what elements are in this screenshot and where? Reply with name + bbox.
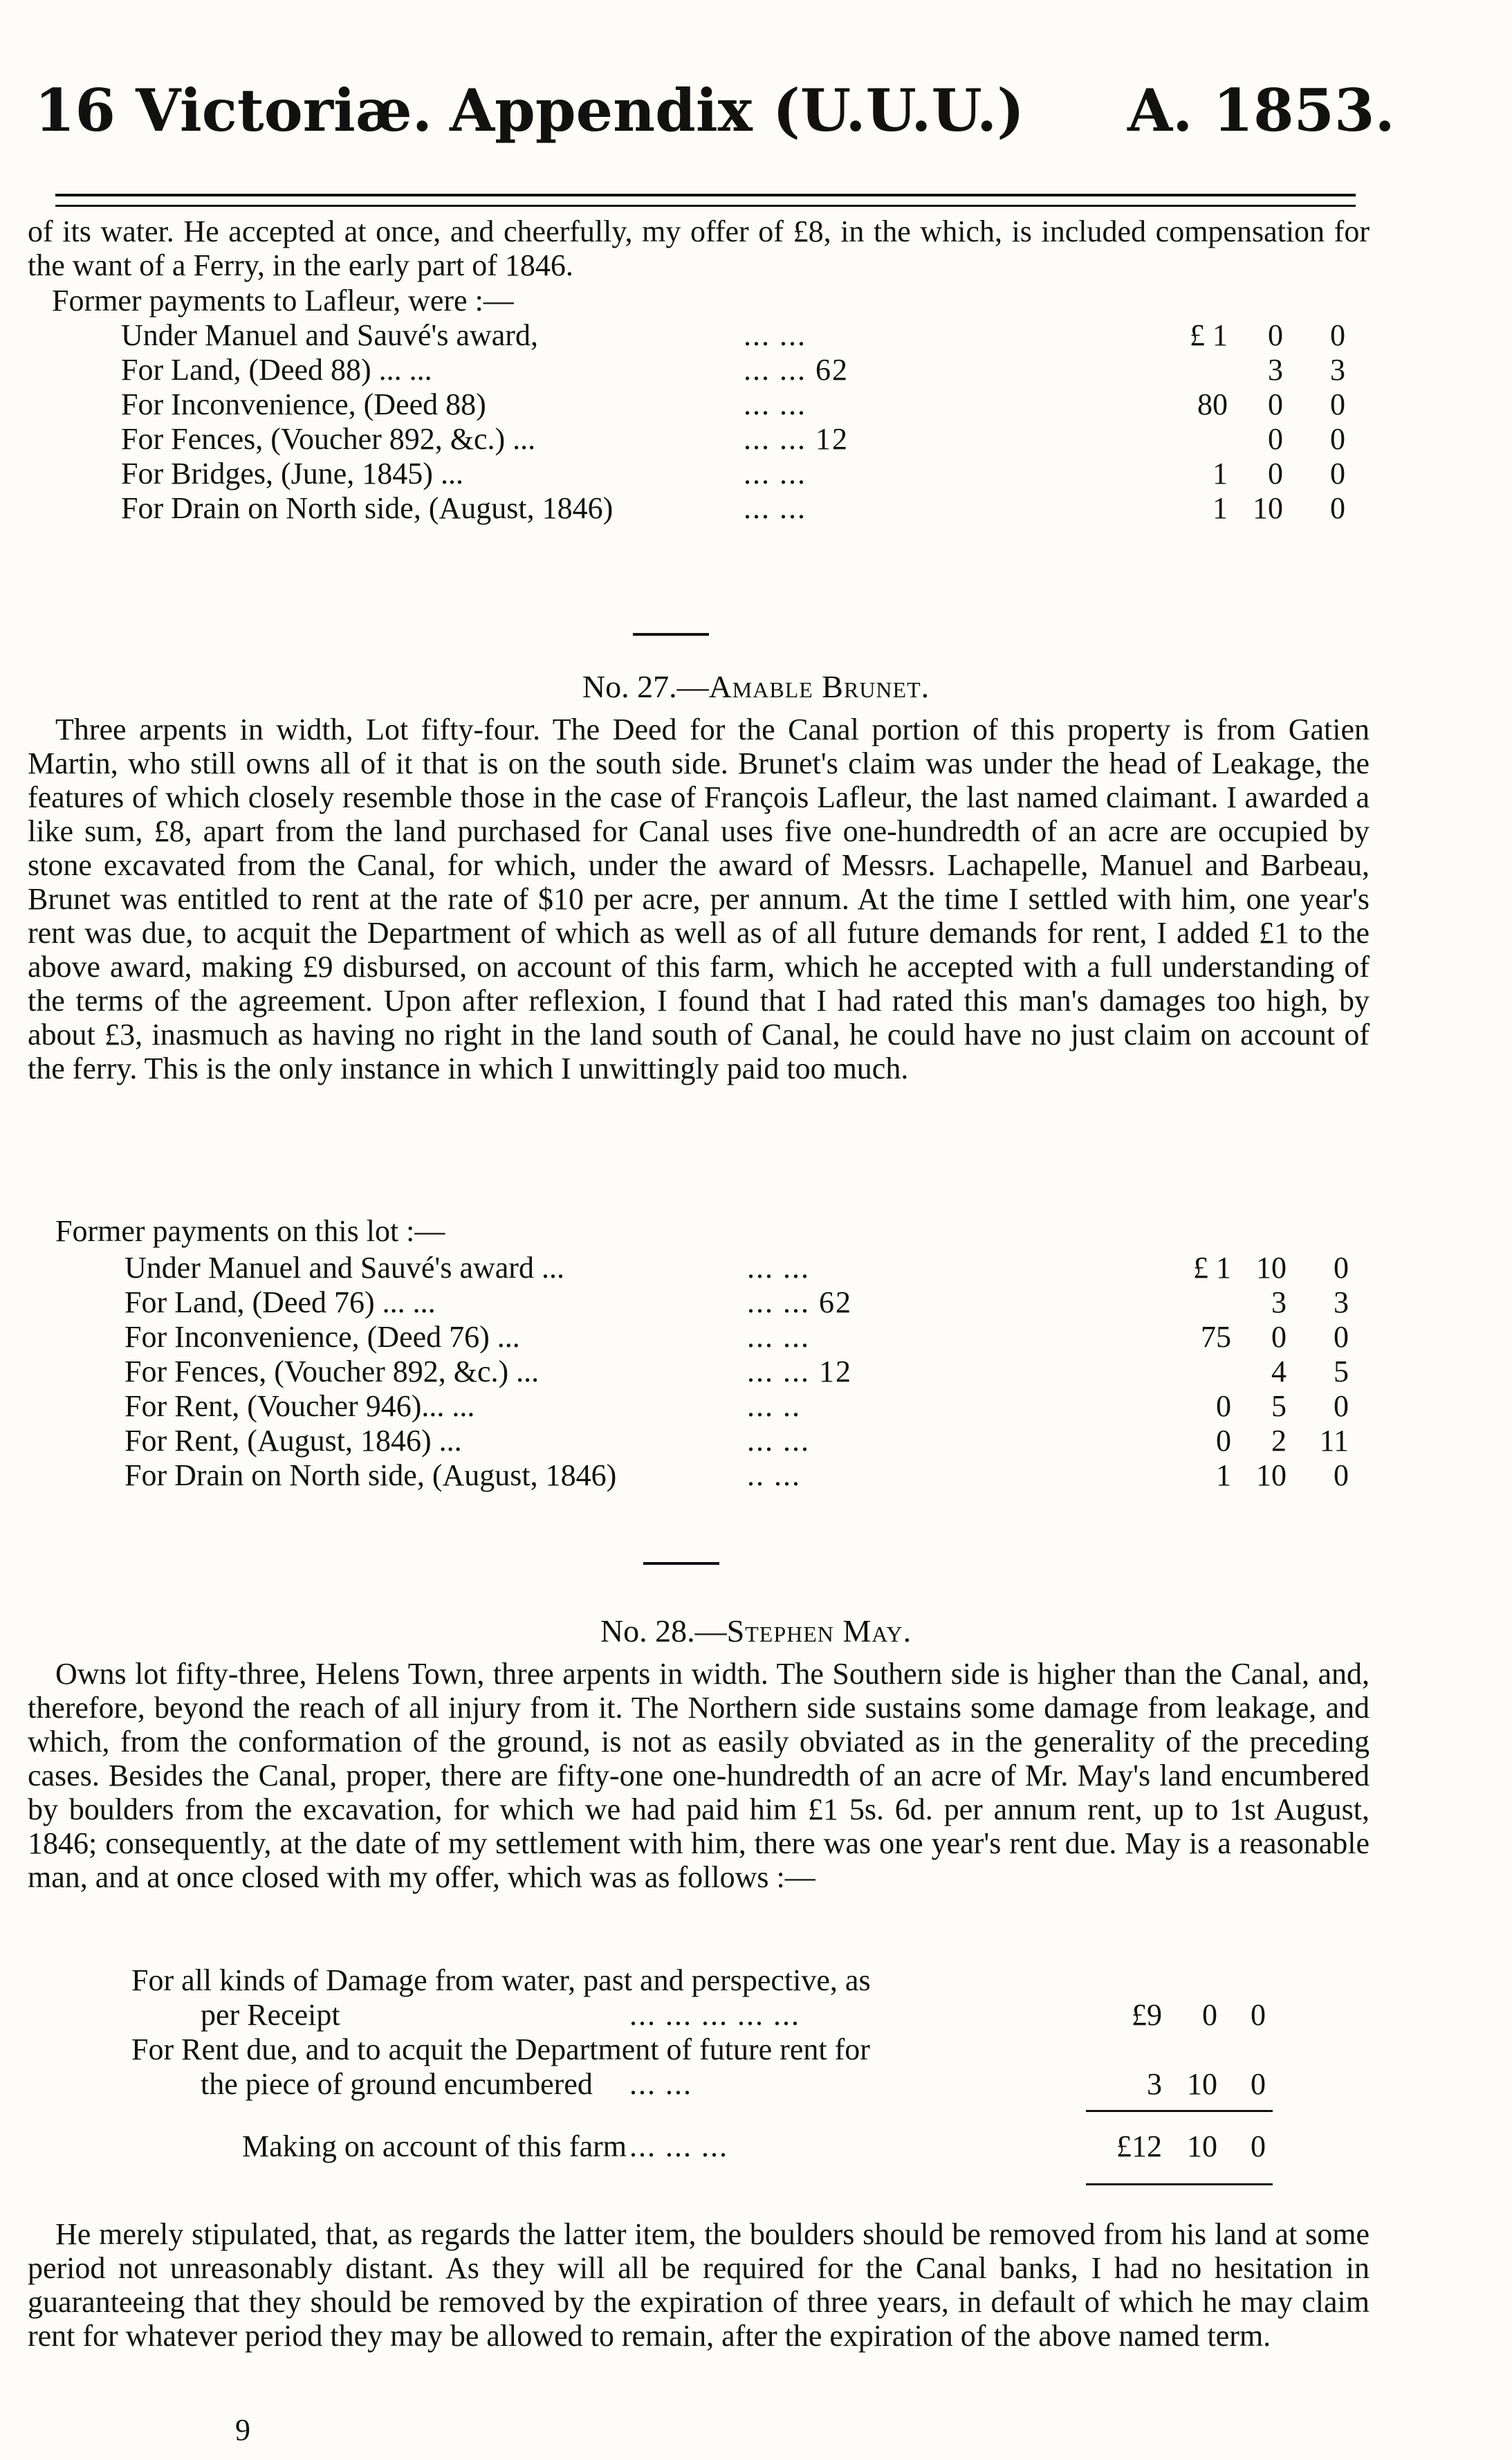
brunet-payments-lead: Former payments on this lot :—: [55, 1214, 445, 1248]
table-row: For Fences, (Voucher 892, &c.) ... ... ... 12 4 5: [125, 1355, 1349, 1388]
table-row: For Rent due, and to acquit the Department of future rent for: [131, 2032, 870, 2066]
header-appendix: Appendix (U.U.U.): [450, 76, 1024, 145]
table-row: Under Manuel and Sauvé's award, ... ... £ 1 0 0: [121, 318, 1345, 352]
table-row: For Drain on North side, (August, 1846) .. ... 1 10 0: [125, 1458, 1349, 1492]
table-row: For Land, (Deed 76) ... ... ... ... 62 3 3: [125, 1285, 1349, 1319]
table-row: For Drain on North side, (August, 1846) ... ... 1 10 0: [121, 491, 1345, 525]
table-row: For Inconvenience, (Deed 88) ... ... 80 0 0: [121, 387, 1345, 421]
may-closing-paragraph: He merely stipulated, that, as regards the latter item, the boulders should be removed from his land at some period not unreasonably distant. As they will all be required for the Canal banks, I had no hesitation in guaranteeing that they should be removed by the expiration of three years, in default of which he may claim rent for whatever period they may be allowed to remain, after the expiration of the above named term.: [28, 2217, 1370, 2353]
may-paragraph: Owns lot fifty-three, Helens Town, three arpents in width. The Southern side is higher than the Canal, and, therefore, beyond the reach of all injury from it. The Northern side sustains some damage from leakage, and which, from the conformation of the ground, is not as easily obviated as in the generality of the preceding cases. Besides the Canal, proper, there are fifty-one one-hundredth of an acre of Mr. May's land encumbered by boulders from the excavation, for which we had paid him £1 5s. 6d. per annum rent, up to 1st August, 1846; consequently, at the date of my settlement with him, there was one year's rent due. May is a reasonable man, and at once closed with my offer, which was as follows :—: [28, 1657, 1370, 1894]
running-header: [35, 69, 1395, 152]
intro-paragraph: of its water. He accepted at once, and cheerfully, my offer of £8, in the which, is included compensation for the want of a Ferry, in the early part of 1846.: [28, 214, 1370, 282]
table-row: Under Manuel and Sauvé's award ... ... ... £ 1 10 0: [125, 1251, 1349, 1285]
table-row: For Rent, (Voucher 946)... ... ... .. 0 5 0: [125, 1389, 1349, 1423]
table-row: per Receipt ... ... ... ... ... £9 0 0: [201, 1998, 1266, 2032]
table-row: For Fences, (Voucher 892, &c.) ... ... ... 12 0 0: [121, 422, 1345, 456]
lafleur-payments-lead: Former payments to Lafleur, were :—: [52, 284, 514, 318]
header-double-rule: [55, 194, 1356, 207]
section-heading-27: No. 27.—Amable Brunet.: [582, 669, 930, 704]
page-signature: 9: [235, 2413, 250, 2447]
section-heading-28: No. 28.—Stephen May.: [600, 1613, 912, 1649]
table-row: the piece of ground encumbered ... ... 3 10 0: [201, 2067, 1266, 2101]
brunet-payments-table: [125, 1251, 1370, 1493]
total-row: Making on account of this farm ... ... ... £12 10 0: [242, 2129, 1266, 2163]
table-row: For Rent, (August, 1846) ... ... ... 0 2 11: [125, 1424, 1349, 1458]
header-year: A. 1853.: [1127, 76, 1395, 145]
table-row: For Bridges, (June, 1845) ... ... ... 1 0 0: [121, 457, 1345, 490]
header-session: 16 Victoriæ.: [35, 76, 433, 145]
section-divider: [633, 633, 709, 636]
table-row: For Inconvenience, (Deed 76) ... ... ... 75 0 0: [125, 1320, 1349, 1354]
sum-rule: [1086, 2110, 1273, 2112]
table-row: For all kinds of Damage from water, past and perspective, as: [131, 1963, 871, 1997]
brunet-paragraph: Three arpents in width, Lot fifty-four. The Deed for the Canal portion of this property is from Gatien Martin, who still owns all of it that is on the south side. Brunet's claim was under the head of Leakage, the features of which closely resemble those in the case of François Lafleur, the last named claimant. I awarded a like sum, £8, apart from the land purchased for Canal uses five one-hundredth of an acre are occupied by stone excavated from the Canal, for which, under the award of Messrs. Lachapelle, Manuel and Barbeau, Brunet was entitled to rent at the rate of $10 per acre, per annum. At the time I settled with him, one year's rent was due, to acquit the Department of which as well as of all future demands for rent, I added £1 to the above award, making £9 disbursed, on account of this farm, which he accepted with a full understanding of the terms of the agreement. Upon after reflexion, I found that I had rated this man's damages too high, by about £3, inasmuch as having no right in the land south of Canal, he could have no just claim on account of the ferry. This is the only instance in which I unwittingly paid too much.: [28, 713, 1370, 1085]
table-row: For Land, (Deed 88) ... ... ... ... 62 3 3: [121, 353, 1345, 387]
lafleur-payments-table: [121, 318, 1366, 526]
total-rule: [1086, 2183, 1273, 2185]
section-divider: [643, 1562, 719, 1565]
may-settlement-table: [131, 1963, 1307, 2164]
